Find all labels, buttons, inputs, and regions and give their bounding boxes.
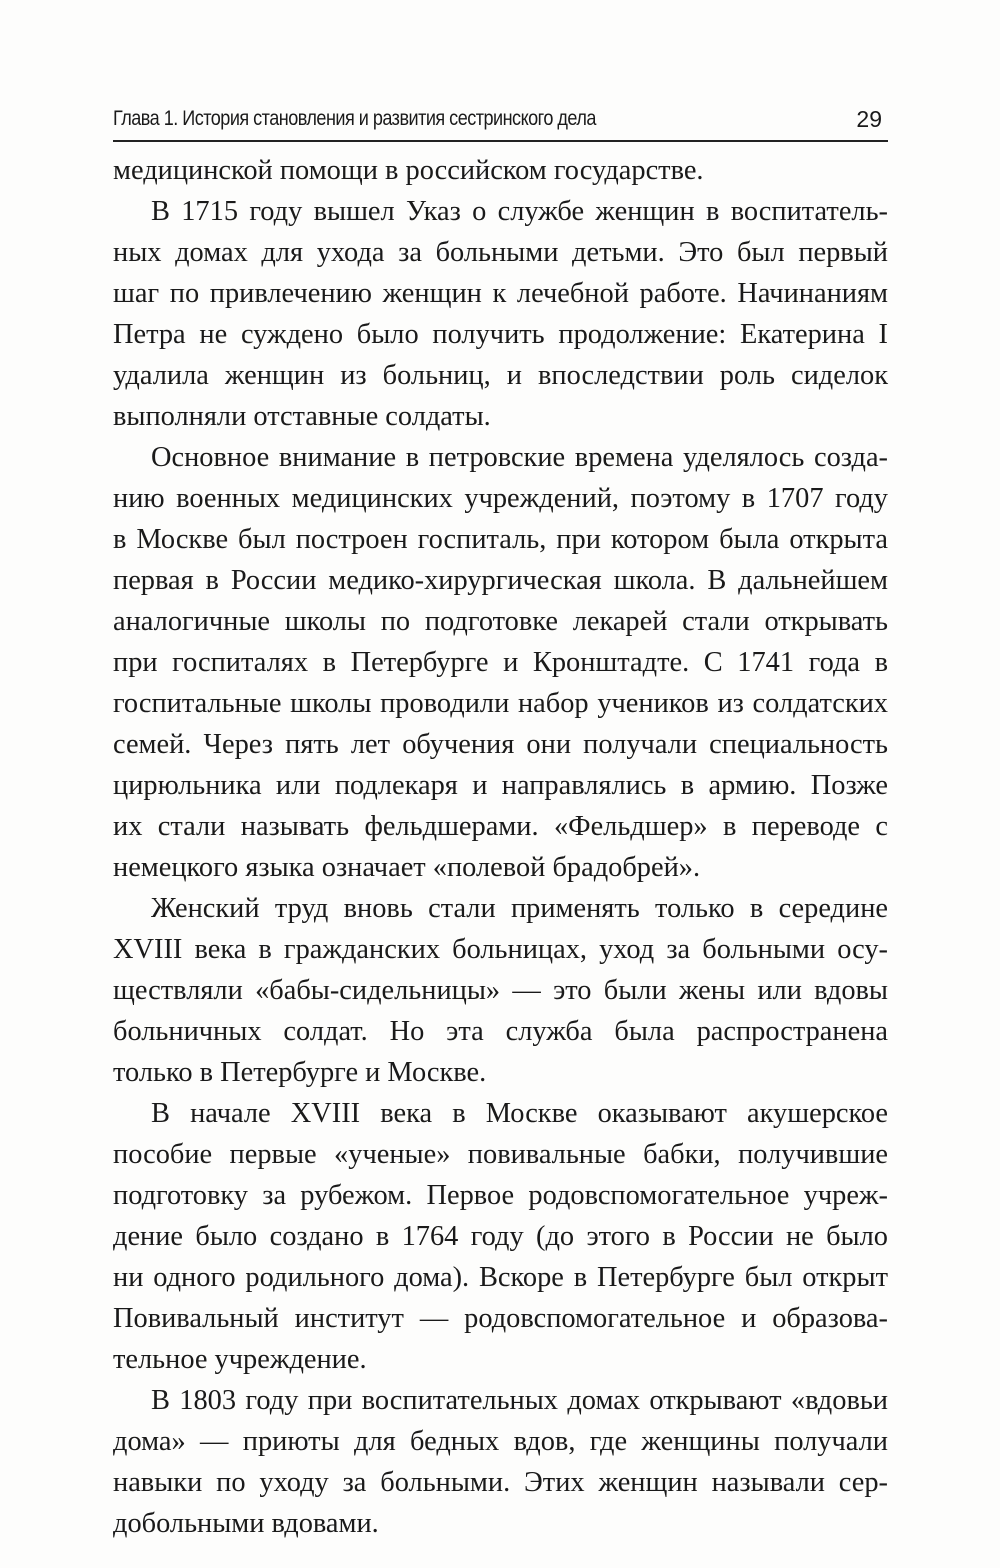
text-line: первая в России медико-хирургическая школа. В дальнейшем [113, 565, 888, 596]
text-line: удалила женщин из больниц, и впоследствии роль сиделок [113, 360, 888, 391]
text-line: тельное учреждение. [113, 1344, 367, 1375]
text-line: навыки по уходу за больными. Этих женщин называли сер- [113, 1467, 888, 1498]
text-line: выполняли отставные солдаты. [113, 401, 491, 432]
text-line: только в Петербурге и Москве. [113, 1057, 487, 1088]
text-line: медицинской помощи в российском государстве. [113, 155, 704, 186]
text-line: ществляли «бабы-сидельницы» — это были жены или вдовы [113, 975, 888, 1006]
text-line: дение было создано в 1764 году (до этого в России не было [113, 1221, 888, 1252]
text-line: пособие первые «ученые» повивальные бабки, получившие [113, 1139, 888, 1170]
text-line: В 1715 году вышел Указ о службе женщин в воспитатель- [151, 196, 888, 227]
text-line: шаг по привлечению женщин к лечебной работе. Начинаниям [113, 278, 888, 309]
text-line: нию военных медицинских учреждений, поэтому в 1707 году [113, 483, 888, 514]
running-header [113, 100, 888, 142]
text-line: Женский труд вновь стали применять только в середине [151, 893, 888, 924]
text-line: их стали называть фельдшерами. «Фельдшер» в переводе с [113, 811, 888, 842]
text-line: больничных солдат. Но эта служба была распространена [113, 1016, 888, 1047]
chapter-title: Глава 1. История становления и развития сестринского дела [113, 107, 596, 130]
text-line: В 1803 году при воспитательных домах открывают «вдовьи [151, 1385, 888, 1416]
text-line: XVIII века в гражданских больницах, уход за больными осу- [113, 934, 888, 965]
page-number: 29 [856, 106, 882, 132]
text-line: аналогичные школы по подготовке лекарей стали открывать [113, 606, 888, 637]
text-line: подготовку за рубежом. Первое родовспомогательное учреж- [113, 1180, 888, 1211]
paragraph [113, 1093, 888, 1380]
text-line: ни одного родильного дома). Вскоре в Петербурге был открыт [113, 1262, 888, 1293]
text-line: госпитальные школы проводили набор учеников из солдатских [113, 688, 888, 719]
text-line: Основное внимание в петровские времена уделялось созда- [151, 442, 888, 473]
text-line: В начале XVIII века в Москве оказывают акушерское [151, 1098, 888, 1129]
text-line: при госпиталях в Петербурге и Кронштадте. С 1741 года в [113, 647, 888, 678]
text-line: добольными вдовами. [113, 1508, 379, 1539]
text-line: дома» — приюты для бедных вдов, где женщины получали [113, 1426, 888, 1457]
paragraph [113, 888, 888, 1093]
text-line: семей. Через пять лет обучения они получали специальность [113, 729, 888, 760]
paragraph [113, 1380, 888, 1544]
body-text [113, 150, 888, 1544]
paragraph [113, 437, 888, 888]
paragraph [113, 191, 888, 437]
text-line: ных домах для ухода за больными детьми. Это был первый [113, 237, 888, 268]
text-line: немецкого языка означает «полевой брадобрей». [113, 852, 701, 883]
text-line: в Москве был построен госпиталь, при котором была открыта [113, 524, 888, 555]
text-line: Петра не суждено было получить продолжение: Екатерина I [113, 319, 888, 350]
text-line: Повивальный институт — родовспомогательное и образова- [113, 1303, 888, 1334]
paragraph [113, 150, 888, 191]
text-line: цирюльника или подлекаря и направлялись в армию. Позже [113, 770, 888, 801]
